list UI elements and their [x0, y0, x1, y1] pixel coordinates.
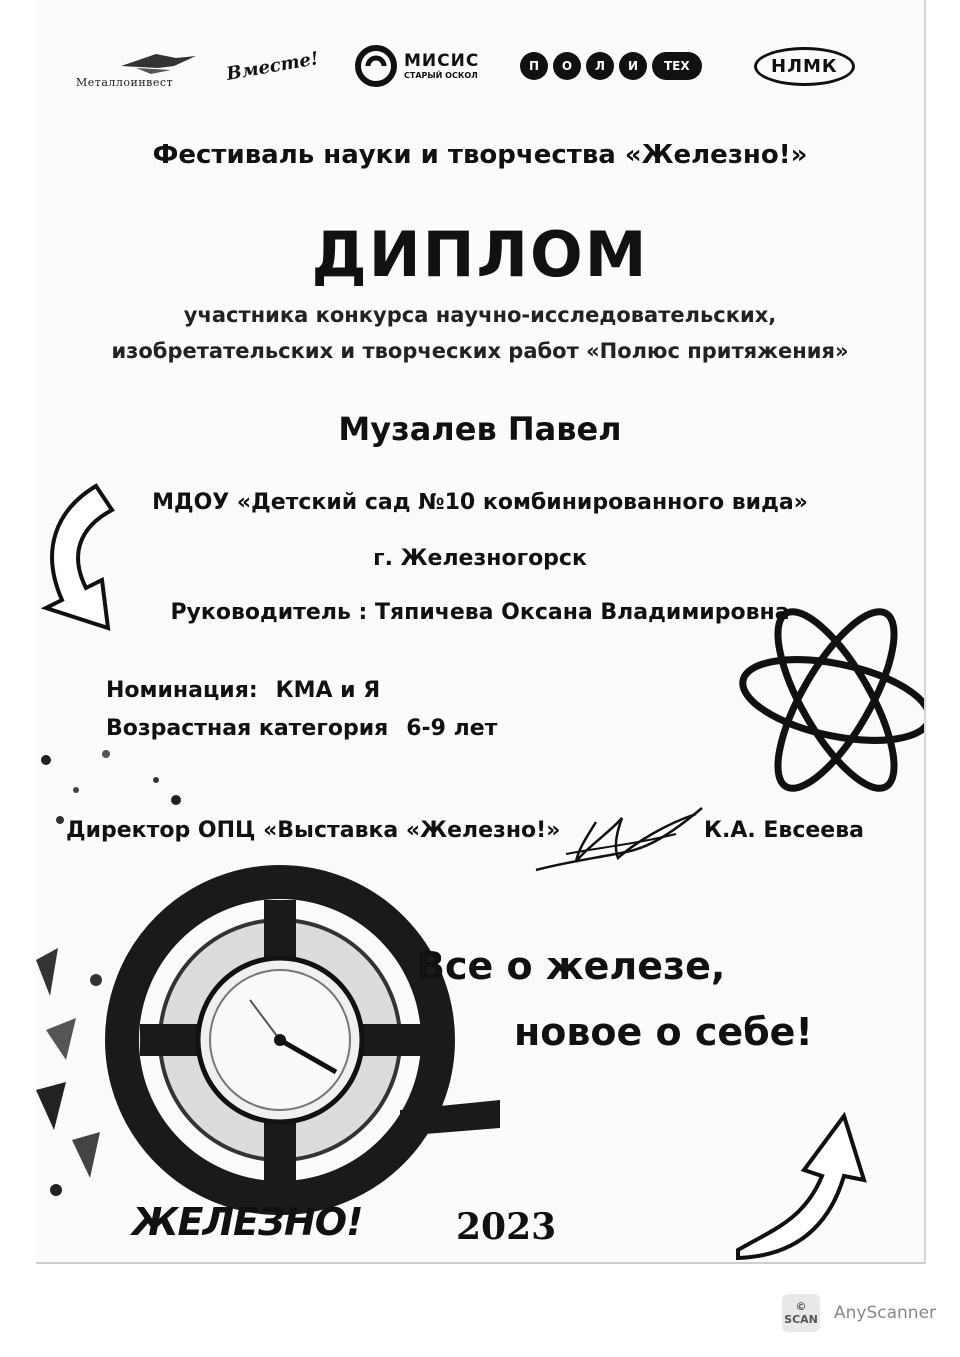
nomination-value: КМА и Я: [275, 678, 381, 703]
scan-badge-icon: [782, 1294, 820, 1332]
leader: Руководитель : Тяпичева Оксана Владимировна: [170, 600, 790, 625]
subtitle-line-2: изобретательских и творческих работ «Полюс притяжения»: [111, 339, 849, 363]
nomination-label: Номинация:: [106, 678, 258, 703]
metalloinvest-logo: [76, 38, 226, 94]
misis-ring-icon: [354, 44, 398, 88]
scan-badge-symbol: ©: [795, 1300, 807, 1313]
nlmk-label: НЛМК: [754, 47, 855, 86]
politeh-letter: О: [553, 52, 581, 80]
nlmk-logo: [754, 38, 855, 94]
gauge-wheel-illustration: [100, 860, 500, 1220]
misis-sublabel: СТАРЫЙ ОСКОЛ: [404, 70, 478, 80]
politeh-tail: ТЕХ: [652, 52, 702, 80]
curved-arrow-up-icon: [732, 1110, 872, 1260]
diploma-sheet: [36, 0, 926, 1264]
participant-name: Музалев Павел: [338, 410, 622, 448]
misis-logo: [354, 38, 479, 94]
scanner-name: AnyScanner: [834, 1303, 937, 1323]
age-row: [106, 716, 497, 741]
politeh-logo: [520, 38, 702, 94]
age-value: 6-9 лет: [406, 716, 498, 741]
festival-title: Фестиваль науки и творчества «Железно!»: [152, 140, 808, 170]
anyscanner-watermark: [782, 1294, 936, 1332]
director-title: Директор ОПЦ «Выставка «Железно!»: [66, 818, 561, 843]
nomination-row: [106, 678, 380, 703]
director-signature: [526, 798, 716, 878]
vmeste-label: Вместе!: [224, 47, 321, 85]
subtitle-line-1: участника конкурса научно-исследовательских,: [183, 303, 777, 327]
year: 2023: [456, 1206, 557, 1248]
age-label: Возрастная категория: [106, 716, 389, 741]
slogan-line-1: Все о железе,: [416, 944, 726, 988]
metalloinvest-label: Металлоинвест: [76, 76, 174, 89]
scan-badge-label: SCAN: [784, 1313, 818, 1326]
city: г. Железногорск: [373, 546, 587, 571]
organization: МДОУ «Детский сад №10 комбинированного вида»: [152, 490, 808, 515]
politeh-letter: Л: [586, 52, 614, 80]
vmeste-logo: [226, 38, 319, 94]
politeh-letter: П: [520, 52, 548, 80]
diploma-heading: ДИПЛОМ: [311, 218, 649, 291]
politeh-letter: И: [619, 52, 647, 80]
slogan-line-2: новое о себе!: [514, 1010, 813, 1054]
brand-logo: ЖЕЛЕЗНО!: [132, 1200, 363, 1244]
atom-orbit-icon: [726, 590, 924, 820]
misis-label: МИСИС: [404, 50, 480, 71]
director-name: К.А. Евсеева: [704, 818, 864, 843]
